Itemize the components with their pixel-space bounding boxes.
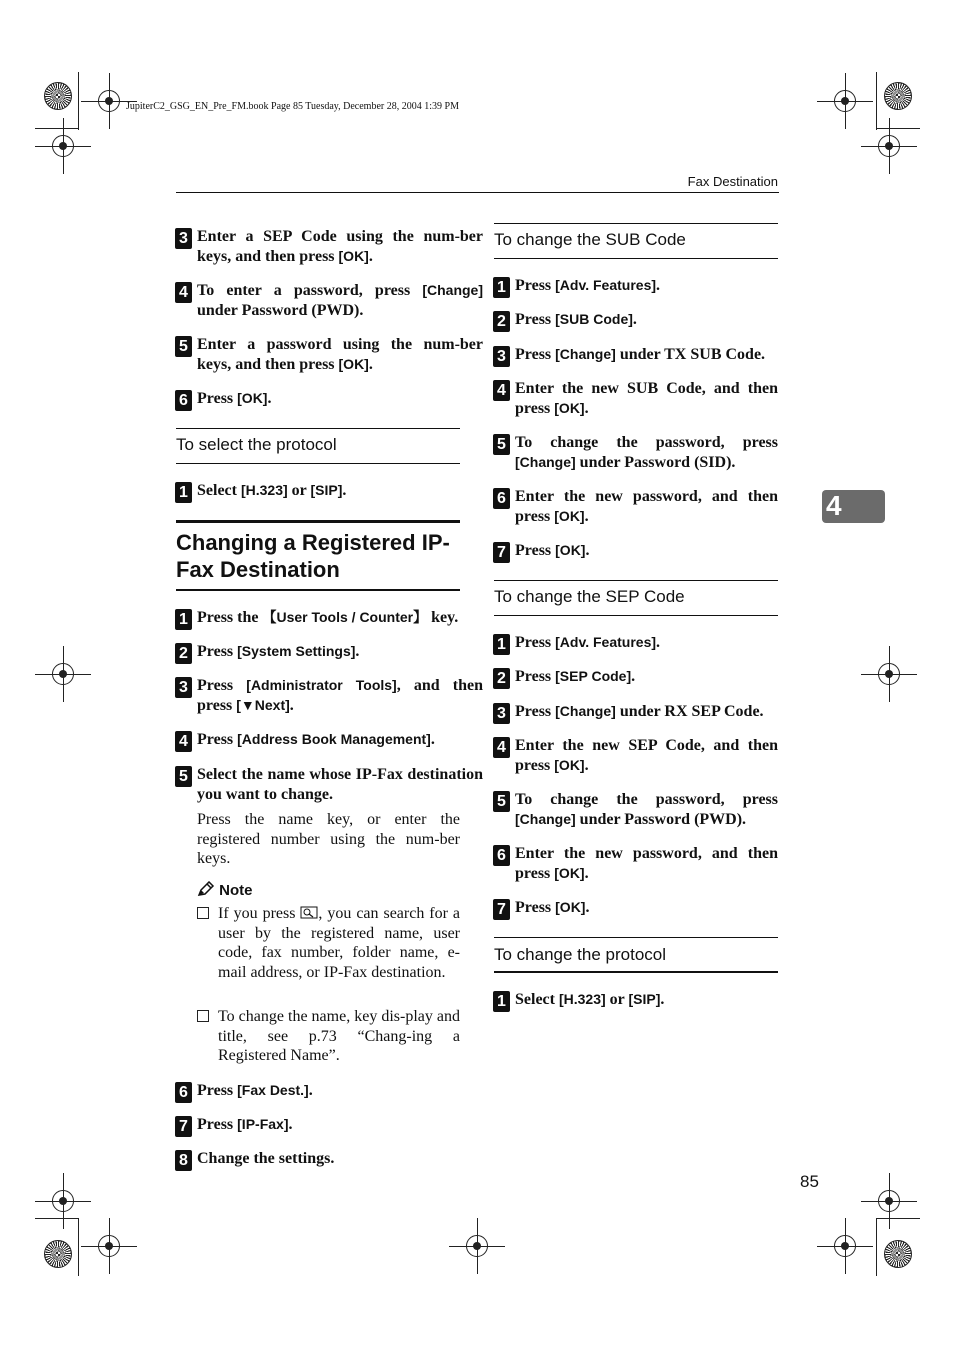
section-rule [176, 589, 460, 591]
step-5-explanation: Press the name key, or enter the registered number using the num-ber keys. [197, 811, 460, 867]
note-heading: Note [197, 881, 253, 899]
subsection-rule [494, 258, 778, 259]
subsection-title-select-protocol: To select the protocol [176, 435, 337, 454]
step-8-change-settings: 8 Change the settings. [197, 1149, 483, 1169]
note-item-change-name: To change the name, key dis-play and title, see p.73 “Chang-ing a Registered Name”. [218, 1007, 460, 1066]
file-slug: JupiterC2_GSG_EN_Pre_FM.book Page 85 Tuesday, December 28, 2004 1:39 PM [126, 101, 459, 112]
sub-step-6: 6 Enter the new password, and then press [OK]. [515, 487, 778, 526]
crop-mark [78, 72, 79, 130]
checkbox-icon [197, 1010, 209, 1022]
subsection-rule [494, 580, 778, 581]
running-head: Fax Destination [687, 174, 778, 189]
crop-mark [35, 128, 79, 129]
registration-mark-icon [466, 1235, 488, 1257]
search-key-icon [300, 906, 318, 919]
note-item-search: If you press , you can search for a user by the registered name, user code, fax number, folder name, e-mail address, or IP-Fax destination. [218, 904, 460, 982]
registration-mark-icon [52, 663, 74, 685]
subsection-rule [494, 223, 778, 224]
step-2-press-system-settings: 2 Press [System Settings]. [197, 642, 483, 662]
sub-step-2: 2 Press [SUB Code]. [515, 310, 778, 330]
color-target-icon [884, 82, 912, 110]
crop-mark [35, 1218, 79, 1219]
step-6-press-fax-dest: 6 Press [Fax Dest.]. [197, 1081, 483, 1101]
step-6-press-ok: 6 Press [OK]. [197, 389, 483, 409]
pencil-icon [197, 881, 215, 897]
subsection-title-sub-code: To change the SUB Code [494, 230, 686, 249]
registration-mark-icon [834, 90, 856, 112]
sep-step-1: 1 Press [Adv. Features]. [515, 633, 778, 653]
step-1-press-user-tools: 1 Press the 【User Tools / Counter】 key. [197, 608, 483, 628]
protocol-step-1: 1 Select [H.323] or [SIP]. [515, 990, 778, 1010]
sep-step-6: 6 Enter the new password, and then press [OK]. [515, 844, 778, 883]
sep-step-7: 7 Press [OK]. [515, 898, 778, 918]
step-4-press-address-book: 4 Press [Address Book Management]. [197, 730, 483, 750]
sep-step-5: 5 To change the password, press [Change] under Password (PWD). [515, 790, 778, 829]
sub-step-1: 1 Press [Adv. Features]. [515, 276, 778, 296]
subsection-rule [494, 971, 778, 973]
section-title: Changing a Registered IP-Fax Destination [176, 530, 450, 582]
step-3-press-administrator-tools: 3 Press [Administrator Tools], and then press [▼Next]. [197, 676, 483, 715]
sep-step-3: 3 Press [Change] under RX SEP Code. [515, 702, 778, 722]
page-number: 85 [800, 1172, 819, 1191]
color-target-icon [884, 1240, 912, 1268]
checkbox-icon [197, 907, 209, 919]
subsection-rule [176, 463, 460, 464]
crop-mark [876, 1218, 920, 1219]
registration-mark-icon [834, 1235, 856, 1257]
step-5-enter-password-keys: 5 Enter a password using the num-ber keys, and then press [OK]. [197, 335, 483, 374]
sub-step-5: 5 To change the password, press [Change] under Password (SID). [515, 433, 778, 472]
color-target-icon [44, 82, 72, 110]
header-rule [176, 192, 779, 193]
crop-mark [78, 1218, 79, 1276]
color-target-icon [44, 1240, 72, 1268]
subsection-rule [494, 615, 778, 616]
crop-mark [876, 128, 920, 129]
step-4-enter-password: 4 To enter a password, press [Change] under Password (PWD). [197, 281, 483, 320]
crop-mark [876, 1218, 877, 1276]
step-7-press-ip-fax: 7 Press [IP-Fax]. [197, 1115, 483, 1135]
step-3-enter-sep-code: 3 Enter a SEP Code using the num-ber keys, and then press [OK]. [197, 227, 483, 266]
registration-mark-icon [52, 135, 74, 157]
registration-mark-icon [98, 1235, 120, 1257]
subsection-title-sep-code: To change the SEP Code [494, 587, 685, 606]
registration-mark-icon [98, 90, 120, 112]
step-1-select-protocol: 1 Select [H.323] or [SIP]. [197, 481, 483, 501]
sep-step-2: 2 Press [SEP Code]. [515, 667, 778, 687]
sub-step-7: 7 Press [OK]. [515, 541, 778, 561]
sub-step-3: 3 Press [Change] under TX SUB Code. [515, 345, 778, 365]
subsection-title-change-protocol: To change the protocol [494, 945, 667, 964]
section-rule [176, 520, 460, 523]
registration-mark-icon [878, 1190, 900, 1212]
step-5-select-name: 5 Select the name whose IP-Fax destination you want to change. [197, 765, 483, 804]
subsection-rule [176, 428, 460, 429]
registration-mark-icon [878, 663, 900, 685]
subsection-rule [494, 937, 778, 938]
chapter-tab: 4 [822, 490, 885, 523]
sub-step-4: 4 Enter the new SUB Code, and then press [OK]. [515, 379, 778, 418]
crop-mark [876, 72, 877, 130]
registration-mark-icon [878, 135, 900, 157]
registration-mark-icon [52, 1190, 74, 1212]
sep-step-4: 4 Enter the new SEP Code, and then press [OK]. [515, 736, 778, 775]
